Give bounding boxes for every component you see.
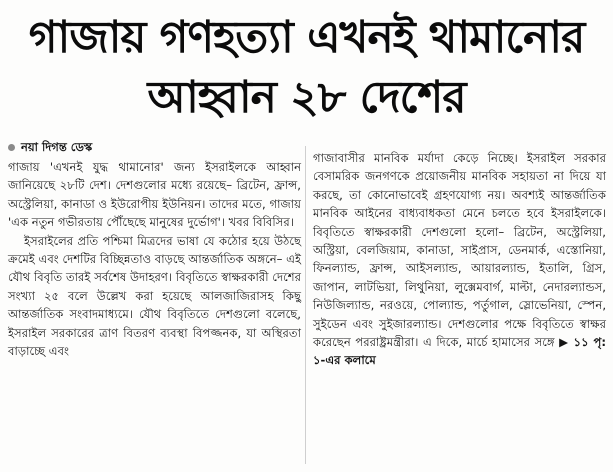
continuation-note: ১১ পৃ: ১-এর কলামে (313, 335, 607, 368)
article-column-right (313, 149, 606, 370)
bullet-icon (8, 144, 15, 151)
paragraph (313, 149, 606, 370)
column-divider (305, 146, 306, 464)
continuation-arrow-icon: ▶ (559, 335, 569, 350)
paragraph: গাজায় 'এখনই যুদ্ধ থামানোর' জন্য ইসরাইলকে আহ্বান জানিয়েছে ২৮টি দেশ। দেশগুলোর মধ্যে রয়েছে– ব্রিটেন, ফ্রান্স, অস্ট্রেলিয়া, কানাডা ও ইউরোপীয় ইউনিয়ন। তাদের মতে, গাজায় 'এক নতুন গভীরতায় পৌঁছেছে মানুষের দুর্ভোগ'। খবর বিবিসির। (8, 160, 301, 230)
byline-text: নয়া দিগন্ত ডেস্ক (21, 140, 93, 154)
byline (8, 140, 301, 154)
paragraph-text: গাজাবাসীর মানবিক মর্যাদা কেড়ে নিচ্ছে। ইসরাইল সরকার বেসামরিক জনগণকে প্রয়োজনীয় মানবিক সহায়তা না দিয়ে যা করছে, তা কোনোভাবেই গ্রহণযোগ্য নয়। অবশ্যই আন্তর্জাতিক মানবিক আইনের বাধ্যবাধকতা মেনে চলতে হবে ইসরাইলকে। বিবৃতিতে স্বাক্ষরকারী দেশগুলো হলো– ব্রিটেন, অস্ট্রেলিয়া, অস্ট্রিয়া, বেলজিয়াম, কানাডা, সাইপ্রাস, ডেনমার্ক, এস্তোনিয়া, ফিনল্যান্ড, ফ্রান্স, আইসল্যান্ড, আয়ারল্যান্ড, ইতালি, গ্রিস, জাপান, লাটভিয়া, লিথুনিয়া, লুক্সেমবার্গ, মাল্টা, নেদারল্যান্ডস, নিউজিল্যান্ড, নরওয়ে, পোল্যান্ড, পর্তুগাল, স্লোভেনিয়া, স্পেন, সুইডেন এবং সুইজারল্যান্ড। দেশগুলোর পক্ষে বিবৃতিতে স্বাক্ষর করেছেন পররাষ্ট্রমন্ত্রীরা। এ দিকে, মার্চে হামাসের সঙ্গে (313, 151, 606, 350)
article-column-left (8, 140, 301, 360)
headline-line-1: গাজায় গণহত্যা এখনই থামানোর (28, 12, 585, 63)
paragraph: ইসরাইলের প্রতি পশ্চিমা মিত্রদের ভাষা যে কঠোর হয়ে উঠছে ক্রমেই এবং দেশটির বিচ্ছিন্নতাও বাড়ছে আন্তর্জাতিক অঙ্গনে– এই যৌথ বিবৃতি তারই সর্বশেষ উদাহরণ। বিবৃতিতে স্বাক্ষরকারী দেশের সংখ্যা ২৫ বলে উল্লেখ করা হয়েছে আলজাজিরাসহ কিছু আন্তর্জাতিক সংবাদমাধ্যমে। যৌথ বিবৃতিতে দেশগুলো বলেছে, ইসরাইল সরকারের ত্রাণ বিতরণ ব্যবস্থা বিপজ্জনক, যা অস্থিরতা বাড়াচ্ছে এবং (8, 233, 301, 359)
headline-line-2: আহ্বান ২৮ দেশের (147, 72, 466, 123)
